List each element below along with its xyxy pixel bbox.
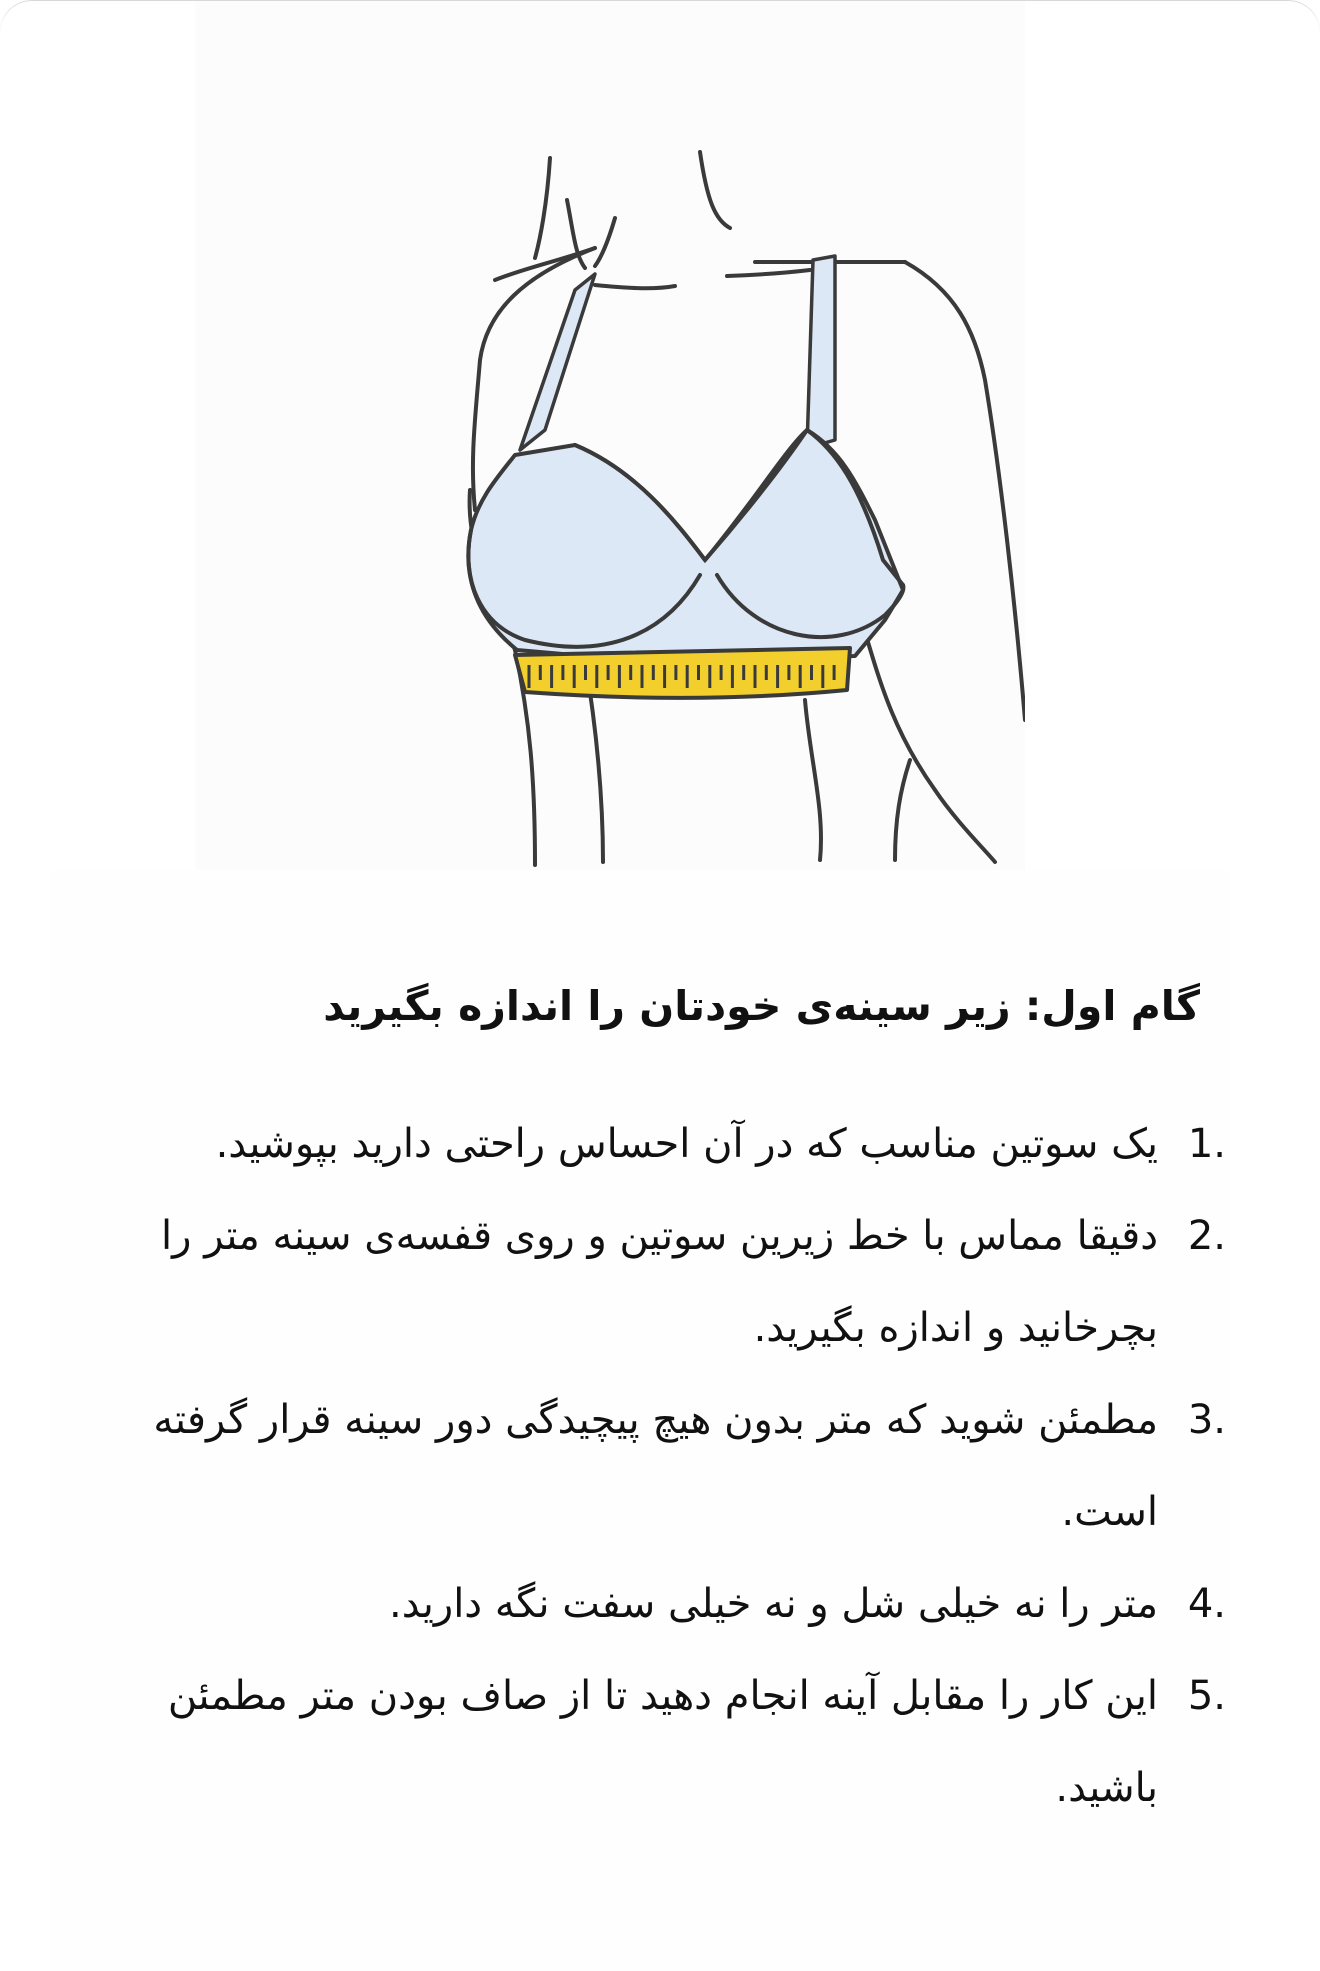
step-item	[90, 1190, 1226, 1374]
page-title: گام اول: زیر سینه‌ی خودتان را اندازه بگیرید	[323, 982, 1200, 1030]
step-number: 4.	[1187, 1581, 1226, 1627]
step-text: متر را نه خیلی شل و نه خیلی سفت نگه دارید.	[389, 1581, 1158, 1627]
right-strap	[807, 256, 835, 448]
step-item	[90, 1098, 1226, 1190]
bra-body	[468, 430, 903, 662]
bra-measurement-illustration	[195, 0, 1025, 960]
step-item	[90, 1374, 1226, 1558]
step-text: مطمئن شوید که متر بدون هیچ پیچیدگی دور سینه قرار گرفته است.	[153, 1397, 1158, 1535]
steps-list	[90, 1098, 1226, 1834]
step-number: 2.	[1187, 1213, 1226, 1259]
measuring-tape	[515, 648, 850, 698]
step-text: یک سوتین مناسب که در آن احساس راحتی دارید بپوشید.	[215, 1121, 1158, 1167]
step-item	[90, 1650, 1226, 1834]
step-text: دقیقا مماس با خط زیرین سوتین و روی قفسه‌ی سینه متر را بچرخانید و اندازه بگیرید.	[161, 1213, 1158, 1351]
step-number: 1.	[1187, 1121, 1226, 1167]
step-item	[90, 1558, 1226, 1650]
left-strap	[520, 274, 595, 450]
bra-graphic	[468, 256, 903, 662]
step-text: این کار را مقابل آینه انجام دهید تا از صاف بودن متر مطمئن باشید.	[167, 1673, 1158, 1811]
underbust-measure-drawing	[195, 0, 1025, 960]
step-number: 3.	[1187, 1397, 1226, 1443]
step-number: 5.	[1187, 1673, 1226, 1719]
